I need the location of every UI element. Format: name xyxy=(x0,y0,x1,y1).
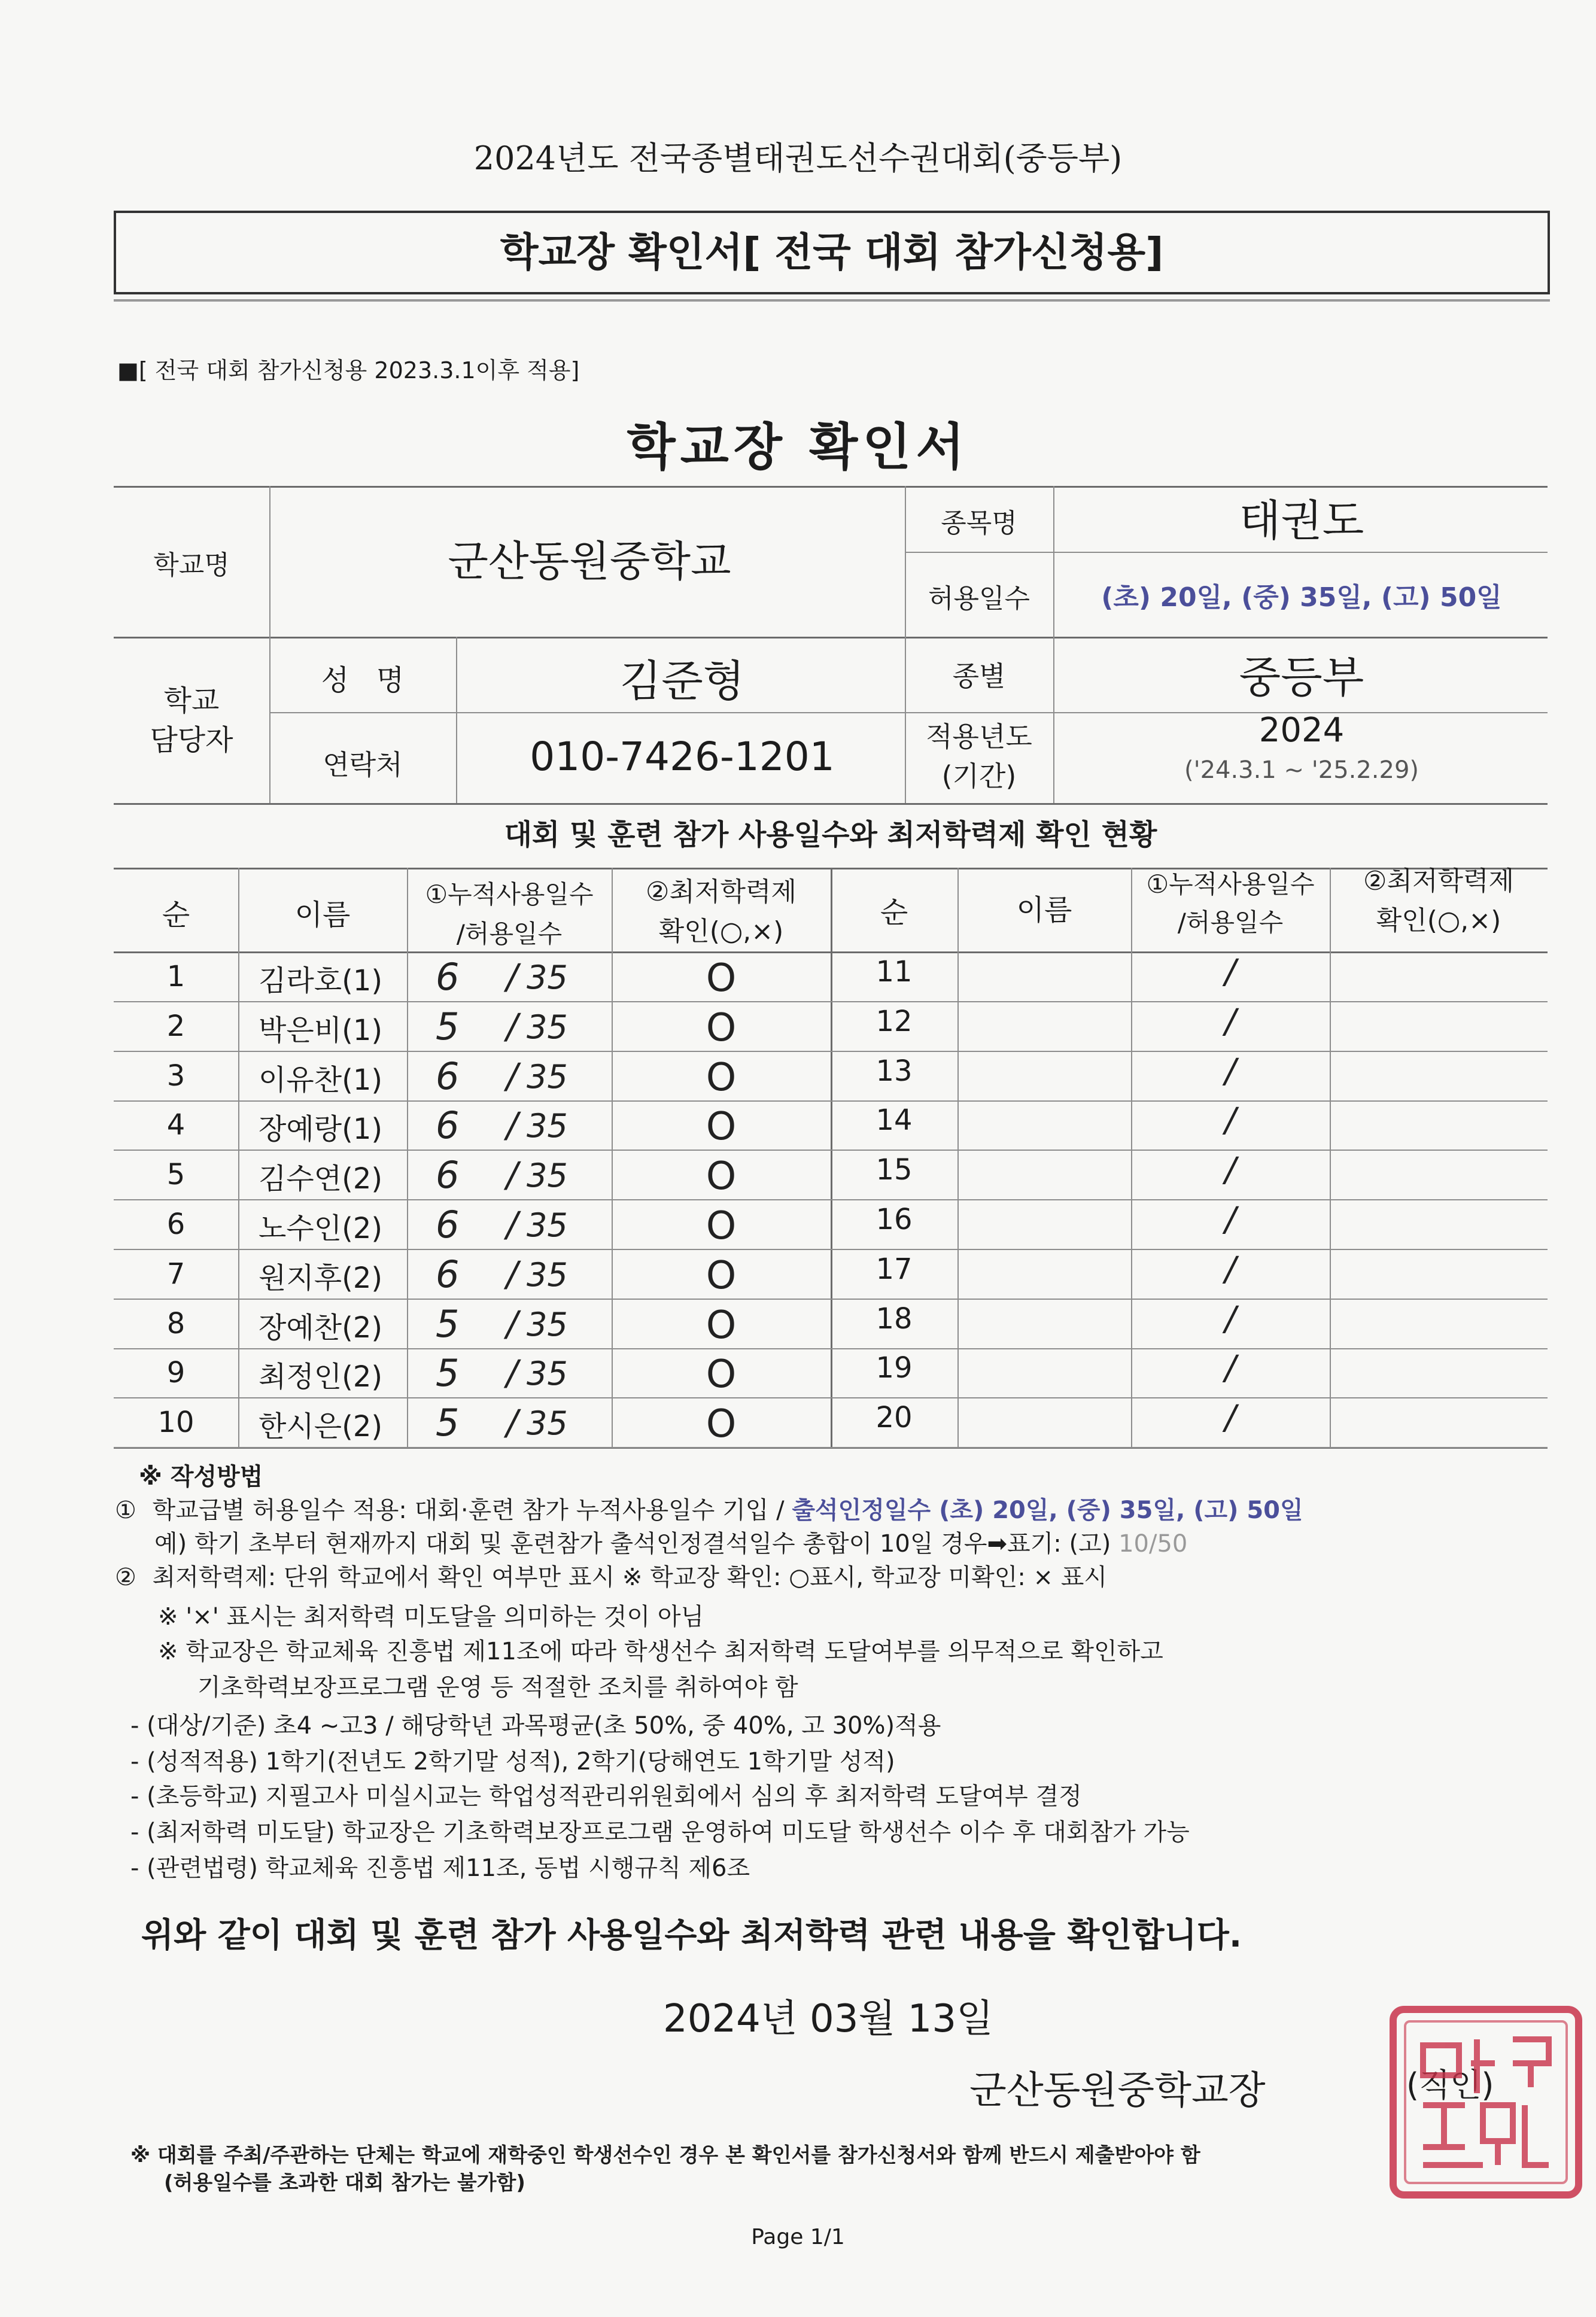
category-value: 중등부 xyxy=(1239,652,1364,703)
student-name: 한시은(2) xyxy=(259,1410,383,1443)
header-days-right-line2: /허용일수 xyxy=(1177,908,1284,937)
days-slash: / xyxy=(506,1402,518,1443)
row-number: 8 xyxy=(166,1307,186,1340)
used-days: 5 xyxy=(436,1401,460,1445)
student-name: 노수인(2) xyxy=(259,1212,383,1245)
allowed-days: 35 xyxy=(527,1355,568,1392)
days-slash: / xyxy=(506,1056,518,1096)
event-title: 2024년도 전국종별태권도선수권대회(중등부) xyxy=(473,139,1123,177)
used-days: 6 xyxy=(436,1252,460,1296)
check-mark: O xyxy=(706,1006,737,1050)
row-number: 2 xyxy=(166,1009,186,1043)
days-slash: / xyxy=(506,1105,518,1145)
row-number: 16 xyxy=(875,1203,913,1236)
staff-label-line1: 학교 xyxy=(163,684,220,717)
check-mark: O xyxy=(706,1204,737,1248)
allowed-days: 35 xyxy=(527,1107,568,1145)
days-slash: / xyxy=(506,1352,518,1393)
check-mark: O xyxy=(706,1352,737,1397)
header-no-right: 순 xyxy=(880,896,908,929)
sport-value: 태권도 xyxy=(1239,495,1364,546)
year-period: ('24.3.1 ~ '25.2.29) xyxy=(1184,756,1419,784)
instruction-line-10: - (최저학력 미도달) 학교장은 기초학력보장프로그램 운영하여 미도달 학생선수 이수 후 대회참가 가능 xyxy=(130,1819,1190,1846)
official-seal-stamp xyxy=(1387,2003,1585,2201)
instruction-2a: 예) 학기 초부터 현재까지 대회 및 훈련참가 출석인정결석일수 총합이 10일 경우➡표기: (고) xyxy=(154,1530,1111,1558)
row-number: 6 xyxy=(166,1208,186,1241)
row-number: 12 xyxy=(875,1005,913,1038)
days-slash: / xyxy=(1224,1300,1236,1339)
row-number: 17 xyxy=(875,1252,913,1286)
header-check-right xyxy=(1330,862,1548,941)
days-slash: / xyxy=(506,1254,518,1294)
roster-section-title: 대회 및 훈련 참가 사용일수와 최저학력제 확인 현황 xyxy=(504,818,1157,852)
year-label-line1: 적용년도 xyxy=(926,720,1032,753)
allowed-days-label: 허용일수 xyxy=(928,583,1030,614)
row-number: 3 xyxy=(166,1059,186,1093)
header-check-right-line1: ②최저학력제 xyxy=(1363,866,1514,896)
instructions-heading: ※ 작성방법 xyxy=(139,1463,263,1491)
seal-graphic xyxy=(1387,2003,1585,2201)
instruction-line-9: - (초등학교) 지필고사 미실시교는 학업성적관리위원회에서 심의 후 최저학력 도달여부 결정 xyxy=(130,1783,1082,1810)
used-days: 5 xyxy=(436,1302,460,1346)
category-label: 종별 xyxy=(952,660,1006,692)
row-number: 18 xyxy=(875,1302,913,1336)
instruction-line-3 xyxy=(115,1558,1107,1592)
form-title: 학교장 확인서 xyxy=(627,418,969,476)
row-number: 11 xyxy=(875,955,913,989)
instruction-line-4: ※ '×' 표시는 최저학력 미도달을 의미하는 것이 아님 xyxy=(158,1603,704,1631)
student-name: 김라호(1) xyxy=(259,964,383,998)
instruction-line-8: - (성적적용) 1학기(전년도 2학기말 성적), 2학기(당해연도 1학기말 성적) xyxy=(130,1748,895,1775)
header-check-left-line1: ②최저학력제 xyxy=(646,877,797,907)
student-name: 원지후(2) xyxy=(259,1261,383,1295)
check-mark: O xyxy=(706,1254,737,1298)
application-note: ■[ 전국 대회 참가신청용 2023.3.1이후 적용] xyxy=(117,357,580,384)
seal-label: (직인) xyxy=(1406,2066,1494,2104)
row-number: 14 xyxy=(875,1103,913,1137)
header-days-left-line2: /허용일수 xyxy=(456,919,563,948)
allowed-days: 35 xyxy=(527,1404,568,1442)
used-days: 6 xyxy=(436,1203,460,1246)
header-days-right xyxy=(1131,865,1330,942)
allowed-days: 35 xyxy=(527,1157,568,1194)
days-slash: / xyxy=(1224,1398,1236,1437)
row-number: 20 xyxy=(875,1401,913,1434)
header-check-left xyxy=(612,872,831,951)
header-no-left: 순 xyxy=(162,898,190,932)
allowed-days: 35 xyxy=(527,1306,568,1343)
allowed-days-value: (초) 20일, (중) 35일, (고) 50일 xyxy=(1101,582,1502,613)
row-number: 15 xyxy=(875,1153,913,1187)
row-number: 19 xyxy=(875,1351,913,1385)
row-number: 4 xyxy=(166,1108,186,1142)
page-number: Page 1/1 xyxy=(751,2225,845,2249)
header-check-right-line2: 확인(○,×) xyxy=(1376,905,1501,936)
allowed-days: 35 xyxy=(527,1058,568,1096)
check-mark: O xyxy=(706,1154,737,1199)
instruction-3: 최저학력제: 단위 학교에서 확인 여부만 표시 ※ 학교장 확인: ○표시, 학교장 미확인: × 표시 xyxy=(152,1564,1108,1591)
student-name: 장예찬(2) xyxy=(259,1311,383,1345)
instruction-line-7: - (대상/기준) 초4 ~고3 / 해당학년 과목평균(초 50%, 중 40%, 고 30%)적용 xyxy=(130,1712,941,1740)
row-number: 7 xyxy=(166,1257,186,1291)
header-name-left: 이름 xyxy=(294,898,351,932)
staff-label-line2: 담당자 xyxy=(150,723,233,757)
instruction-line-1 xyxy=(115,1491,1303,1525)
days-slash: / xyxy=(1224,1002,1236,1041)
school-value: 군산동원중학교 xyxy=(448,537,731,586)
check-mark: O xyxy=(706,956,737,1001)
doc-title-shadow xyxy=(114,299,1550,302)
year-value: 2024 xyxy=(1258,711,1345,750)
days-slash: / xyxy=(1224,1200,1236,1239)
instruction-line-5: ※ 학교장은 학교체육 진흥법 제11조에 따라 학생선수 최저학력 도달여부를 의무적으로 확인하고 xyxy=(158,1638,1163,1665)
school-label: 학교명 xyxy=(153,550,230,580)
instruction-line-6: 기초학력보장프로그램 운영 등 적절한 조치를 취하여야 함 xyxy=(197,1674,798,1701)
year-label xyxy=(905,717,1053,796)
name-label: 성 명 xyxy=(321,664,405,697)
footer-note-1: ※ 대회를 주최/주관하는 단체는 학교에 재학중인 학생선수인 경우 본 확인서를 참가신청서와 함께 반드시 제출받아야 함 xyxy=(130,2143,1200,2167)
staff-label xyxy=(114,681,269,760)
allowed-days: 35 xyxy=(527,1206,568,1244)
student-name: 이유찬(1) xyxy=(259,1063,383,1097)
row-number: 5 xyxy=(166,1158,186,1191)
used-days: 6 xyxy=(436,1153,460,1197)
confirmation-date: 2024년 03월 13일 xyxy=(663,1997,993,2041)
sport-label: 종목명 xyxy=(941,508,1017,539)
instruction-num-1: ① xyxy=(115,1497,136,1524)
row-number: 9 xyxy=(166,1356,186,1389)
allowed-days: 35 xyxy=(527,1256,568,1294)
instruction-2b: 10/50 xyxy=(1118,1530,1188,1558)
header-days-left xyxy=(407,875,612,954)
days-slash: / xyxy=(506,1204,518,1245)
days-slash: / xyxy=(1224,953,1236,992)
student-name: 박은비(1) xyxy=(259,1014,383,1047)
student-name: 최정인(2) xyxy=(259,1360,383,1394)
student-name: 장예랑(1) xyxy=(259,1112,383,1146)
days-slash: / xyxy=(506,956,518,997)
days-slash: / xyxy=(1224,1151,1236,1190)
instruction-1a: 학교급별 허용일수 적용: 대회·훈련 참가 누적사용일수 기입 / xyxy=(152,1497,785,1524)
used-days: 6 xyxy=(436,955,460,999)
days-slash: / xyxy=(1224,1052,1236,1091)
contact-value: 010-7426-1201 xyxy=(530,734,835,780)
footer-note-2: (허용일수를 초과한 대회 참가는 불가함) xyxy=(164,2171,525,2195)
header-days-right-line1: ①누적사용일수 xyxy=(1146,869,1315,899)
year-label-line2: (기간) xyxy=(941,760,1017,792)
header-check-left-line2: 확인(○,×) xyxy=(658,916,784,947)
days-slash: / xyxy=(506,1303,518,1344)
principal-name: 군산동원중학교장 xyxy=(969,2069,1266,2113)
check-mark: O xyxy=(706,1303,737,1348)
row-number: 13 xyxy=(875,1054,913,1088)
instruction-num-3: ② xyxy=(115,1564,136,1591)
doc-title: 학교장 확인서[ 전국 대회 참가신청용] xyxy=(500,229,1164,275)
used-days: 5 xyxy=(436,1351,460,1395)
instruction-line-11: - (관련법령) 학교체육 진흥법 제11조, 동법 시행규칙 제6조 xyxy=(130,1854,750,1882)
name-value: 김준형 xyxy=(619,656,745,706)
row-number: 10 xyxy=(157,1406,194,1439)
instruction-line-2 xyxy=(154,1525,1187,1559)
used-days: 6 xyxy=(436,1103,460,1147)
allowed-days: 35 xyxy=(527,1008,568,1046)
allowed-days: 35 xyxy=(527,959,568,996)
days-slash: / xyxy=(506,1154,518,1195)
used-days: 5 xyxy=(436,1005,460,1048)
used-days: 6 xyxy=(436,1054,460,1098)
days-slash: / xyxy=(1224,1349,1236,1388)
check-mark: O xyxy=(706,1056,737,1100)
confirmation-statement: 위와 같이 대회 및 훈련 참가 사용일수와 최저학력 관련 내용을 확인합니다. xyxy=(141,1916,1242,1955)
days-slash: / xyxy=(1224,1250,1236,1289)
doc-title-box xyxy=(114,211,1550,294)
days-slash: / xyxy=(1224,1101,1236,1140)
header-name-right: 이름 xyxy=(1016,893,1072,927)
instruction-1b: 출석인정일수 (초) 20일, (중) 35일, (고) 50일 xyxy=(792,1497,1303,1524)
days-slash: / xyxy=(506,1006,518,1047)
student-name: 김수연(2) xyxy=(259,1162,383,1196)
row-number: 1 xyxy=(166,960,186,993)
check-mark: O xyxy=(706,1105,737,1149)
contact-label: 연락처 xyxy=(323,749,403,781)
check-mark: O xyxy=(706,1402,737,1446)
header-days-left-line1: ①누적사용일수 xyxy=(425,880,594,909)
